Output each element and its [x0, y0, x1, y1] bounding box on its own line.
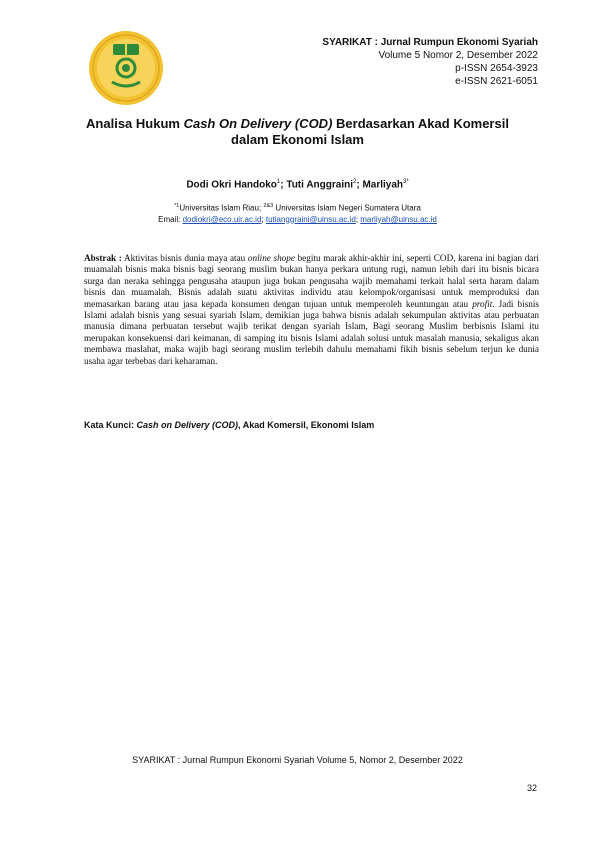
affil-sup-2: 2&3 [263, 203, 274, 209]
author-3-sup: 3* [403, 179, 409, 185]
email-link-3[interactable]: marliyah@uinsu.ac.id [360, 214, 437, 224]
page-number: 32 [526, 783, 537, 793]
title-italic: Cash On Delivery (COD) [183, 116, 333, 131]
title-part1: Analisa Hukum [86, 116, 184, 131]
email-sep-2: ; [355, 214, 361, 224]
email-sep-1: ; [261, 214, 266, 224]
paper-title [60, 116, 535, 148]
affiliation-line [60, 201, 535, 214]
author-list [60, 179, 535, 190]
abstract-text-2: begitu marak akhir-akhir ini, seperti COD, karena ini bagian dari muamalah bisnis maka bisnis bagi seorang muslim bukan hanya perkara untung rugi, namun lebih dari itu bisnis bicara surga dan neraka sehingga pengusaha ataupun juga bukan pengusaha wajib memahami terkait halal serta haram dalam bisnis dan muamalah. Bisnis adalah suatu aktivitas individu atau kelompok/organisasi untuk memproduksi dan memasarkan barang atau jasa kepada konsumen dengan tujuan untuk memperoleh keuntungan atau [84, 253, 539, 309]
title-part2: Berdasarkan Akad Komersil [332, 116, 509, 131]
author-1: Dodi Okri Handoko [186, 179, 277, 191]
author-1-sup: 1 [276, 179, 281, 185]
keywords-label: Kata Kunci: [84, 420, 137, 430]
email-link-2[interactable]: tutianggraini@uinsu.ac.id [265, 214, 356, 224]
keywords [84, 420, 539, 430]
abstract-label: Abstrak : [84, 253, 122, 263]
abstract [84, 253, 539, 367]
author-sep-2: ; [356, 179, 363, 191]
keywords-rest: , Akad Komersil, Ekonomi Islam [238, 420, 375, 430]
journal-logo [88, 30, 164, 106]
affiliations [60, 201, 535, 225]
email-link-1[interactable]: dodiokri@eco.uir.ac.id [182, 214, 262, 224]
author-2-sup: 2 [352, 179, 357, 185]
journal-header [322, 36, 538, 88]
keywords-italic: Cash on Delivery (COD) [136, 420, 239, 430]
email-label: Email: [158, 214, 183, 224]
affil-sup-1: *1 [174, 203, 180, 209]
journal-pissn: p-ISSN 2654-3923 [455, 63, 538, 74]
affil-text-2: Universitas Islam Negeri Sumatera Utara [273, 203, 421, 213]
author-2: Tuti Anggraini [286, 179, 353, 191]
journal-volume: Volume 5 Nomor 2, Desember 2022 [378, 50, 538, 61]
affil-text-1: Universitas Islam Riau; [179, 203, 264, 213]
author-3: Marliyah [362, 179, 404, 191]
abstract-text-1: Aktivitas bisnis dunia maya atau [121, 253, 248, 263]
author-sep-1: ; [280, 179, 287, 191]
abstract-italic-2: profit [472, 298, 493, 309]
abstract-italic-1: online shope [247, 253, 295, 263]
email-line [60, 214, 535, 225]
title-line2: dalam Ekonomi Islam [231, 132, 364, 147]
page-footer: SYARIKAT : Jurnal Rumpun Ekonomi Syariah Volume 5, Nomor 2, Desember 2022 [132, 755, 463, 765]
journal-eissn: e-ISSN 2621-6051 [455, 76, 538, 87]
abstract-text-3: . Jadi bisnis Islami adalah bisnis yang sesuai syariah Islam, demikian juga bahwa bisnis adalah sekumpulan aktivitas atau perbuatan manusia dimana perbuatan tersebut wajib terikat dengan syariah Islam, Bagi seorang Muslim berbisnis Islami itu merupakan konsekuensi dari keimanan, di samping itu bisnis Islami adalah solusi untuk masalah manusia, sekaligus akan membawa maslahat, maka wajib bagi seorang muslim terlebih dahulu memahami fikih bisnis sebelum terjun ke dunia usaha agar terbebas dari keharaman. [84, 298, 539, 366]
journal-name: SYARIKAT : Jurnal Rumpun Ekonomi Syariah [322, 37, 538, 48]
